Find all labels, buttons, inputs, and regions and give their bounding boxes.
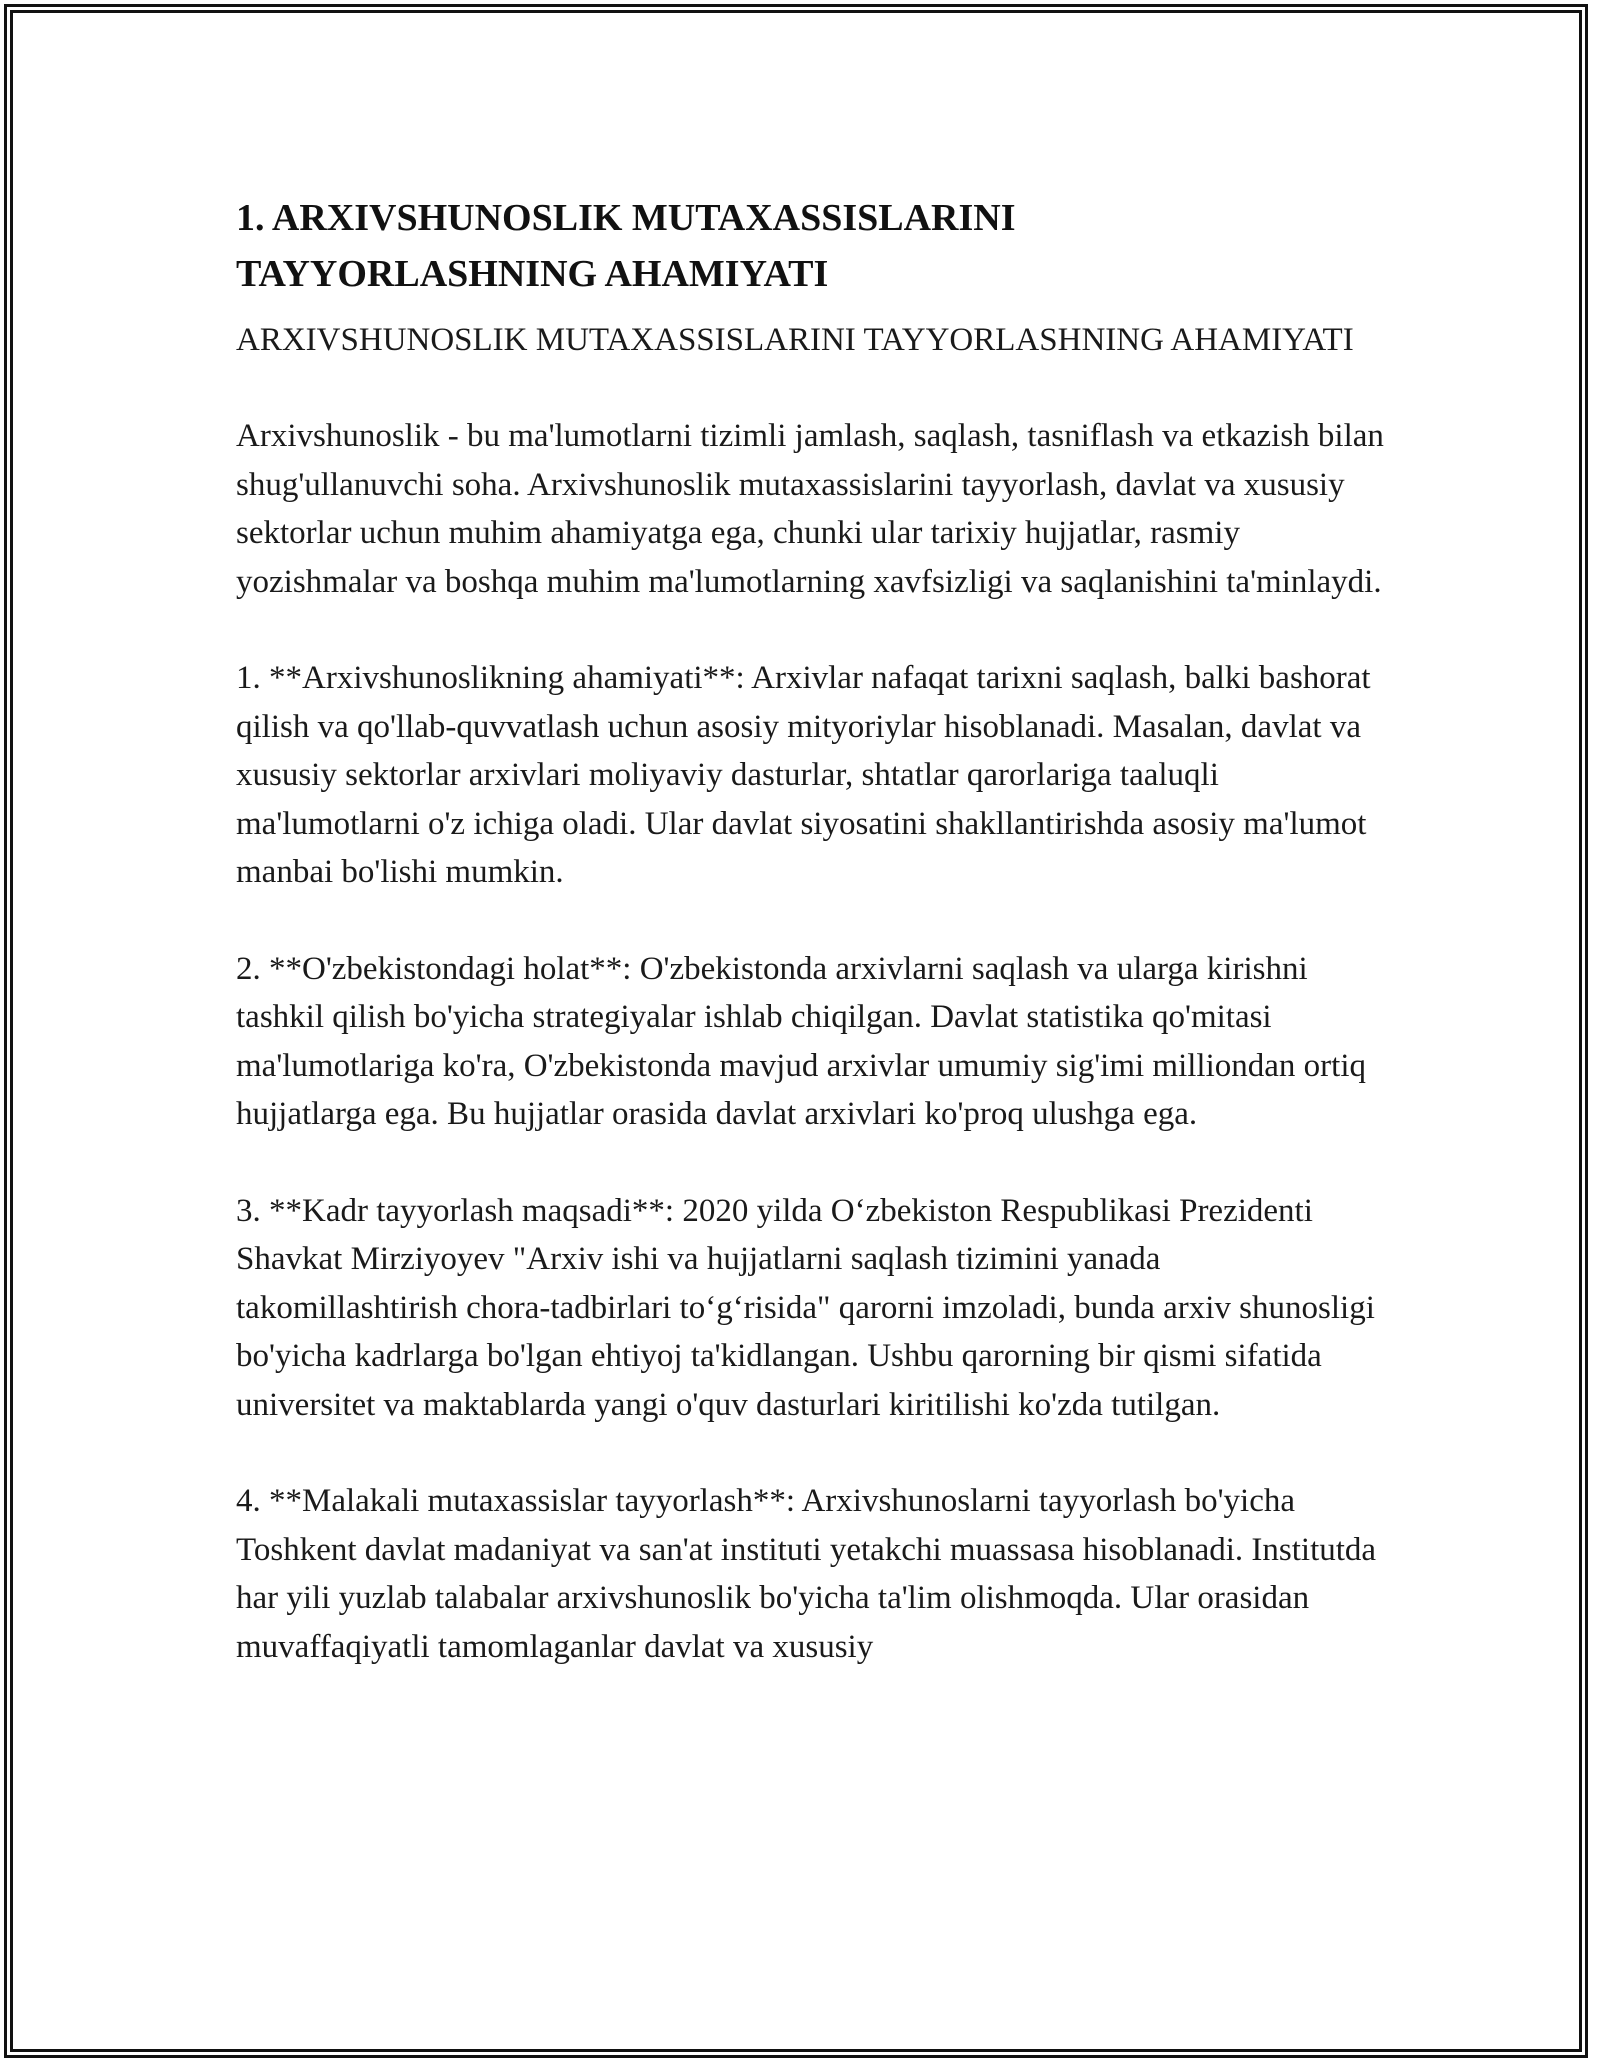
- document-body: [236, 190, 1384, 1671]
- paragraph-section-4: 4. **Malakali mutaxassislar tayyorlash**: Arxivshunoslarni tayyorlash bo'yicha Toshkent davlat madaniyat va san'at instituti yetakchi muassasa hisoblanadi. Institutda har yili yuzlab talabalar arxivshunoslik bo'yicha ta'lim olishmoqda. Ular orasidan muvaffaqiyatli tamomlaganlar davlat va xususiy: [236, 1483, 1377, 1665]
- paragraph-section-2: 2. **O'zbekistondagi holat**: O'zbekistonda arxivlarni saqlash va ularga kirishni tashkil qilish bo'yicha strategiyalar ishlab chiqilgan. Davlat statistika qo'mitasi ma'lumotlariga ko'ra, O'zbekistonda mavjud arxivlar umumiy sig'imi milliondan ortiq hujjatlarga ega. Bu hujjatlar orasida davlat arxivlari ko'proq ulushga ega.: [236, 950, 1366, 1132]
- paragraph-section-1: 1. **Arxivshunoslikning ahamiyati**: Arxivlar nafaqat tarixni saqlash, balki bashorat qilish va qo'llab-quvvatlash uchun asosiy mityoriylar hisoblanadi. Masalan, davlat va xususiy sektorlar arxivlari moliyaviy dasturlar, shtatlar qarorlariga taaluqli ma'lumotlarni o'z ichiga oladi. Ular davlat siyosatini shakllantirishda asosiy ma'lumot manbai bo'lishi mumkin.: [236, 660, 1371, 890]
- paragraph-intro: Arxivshunoslik - bu ma'lumotlarni tizimli jamlash, saqlash, tasniflash va etkazish bilan shug'ullanuvchi soha. Arxivshunoslik mutaxassislarini tayyorlash, davlat va xususiy sektorlar uchun muhim ahamiyatga ega, chunki ular tarixiy hujjatlar, rasmiy yozishmalar va boshqa muhim ma'lumotlarning xavfsizligi va saqlanishini ta'minlaydi.: [236, 418, 1384, 600]
- document-title: 1. ARXIVSHUNOSLIK MUTAXASSISLARINI TAYYORLASHNING AHAMIYATI: [236, 197, 1016, 295]
- document-subtitle: ARXIVSHUNOSLIK MUTAXASSISLARINI TAYYORLASHNING AHAMIYATI: [236, 322, 1354, 358]
- paragraph-section-3: 3. **Kadr tayyorlash maqsadi**: 2020 yilda O‘zbekiston Respublikasi Prezidenti Shavkat Mirziyoyev "Arxiv ishi va hujjatlarni saqlash tizimini yanada takomillashtirish chora-tadbirlari to‘g‘risida" qarorni imzoladi, bunda arxiv shunosligi bo'yicha kadrlarga bo'lgan ehtiyoj ta'kidlangan. Ushbu qarorning bir qismi sifatida universitet va maktablarda yangi o'quv dasturlari kiritilishi ko'zda tutilgan.: [236, 1192, 1375, 1423]
